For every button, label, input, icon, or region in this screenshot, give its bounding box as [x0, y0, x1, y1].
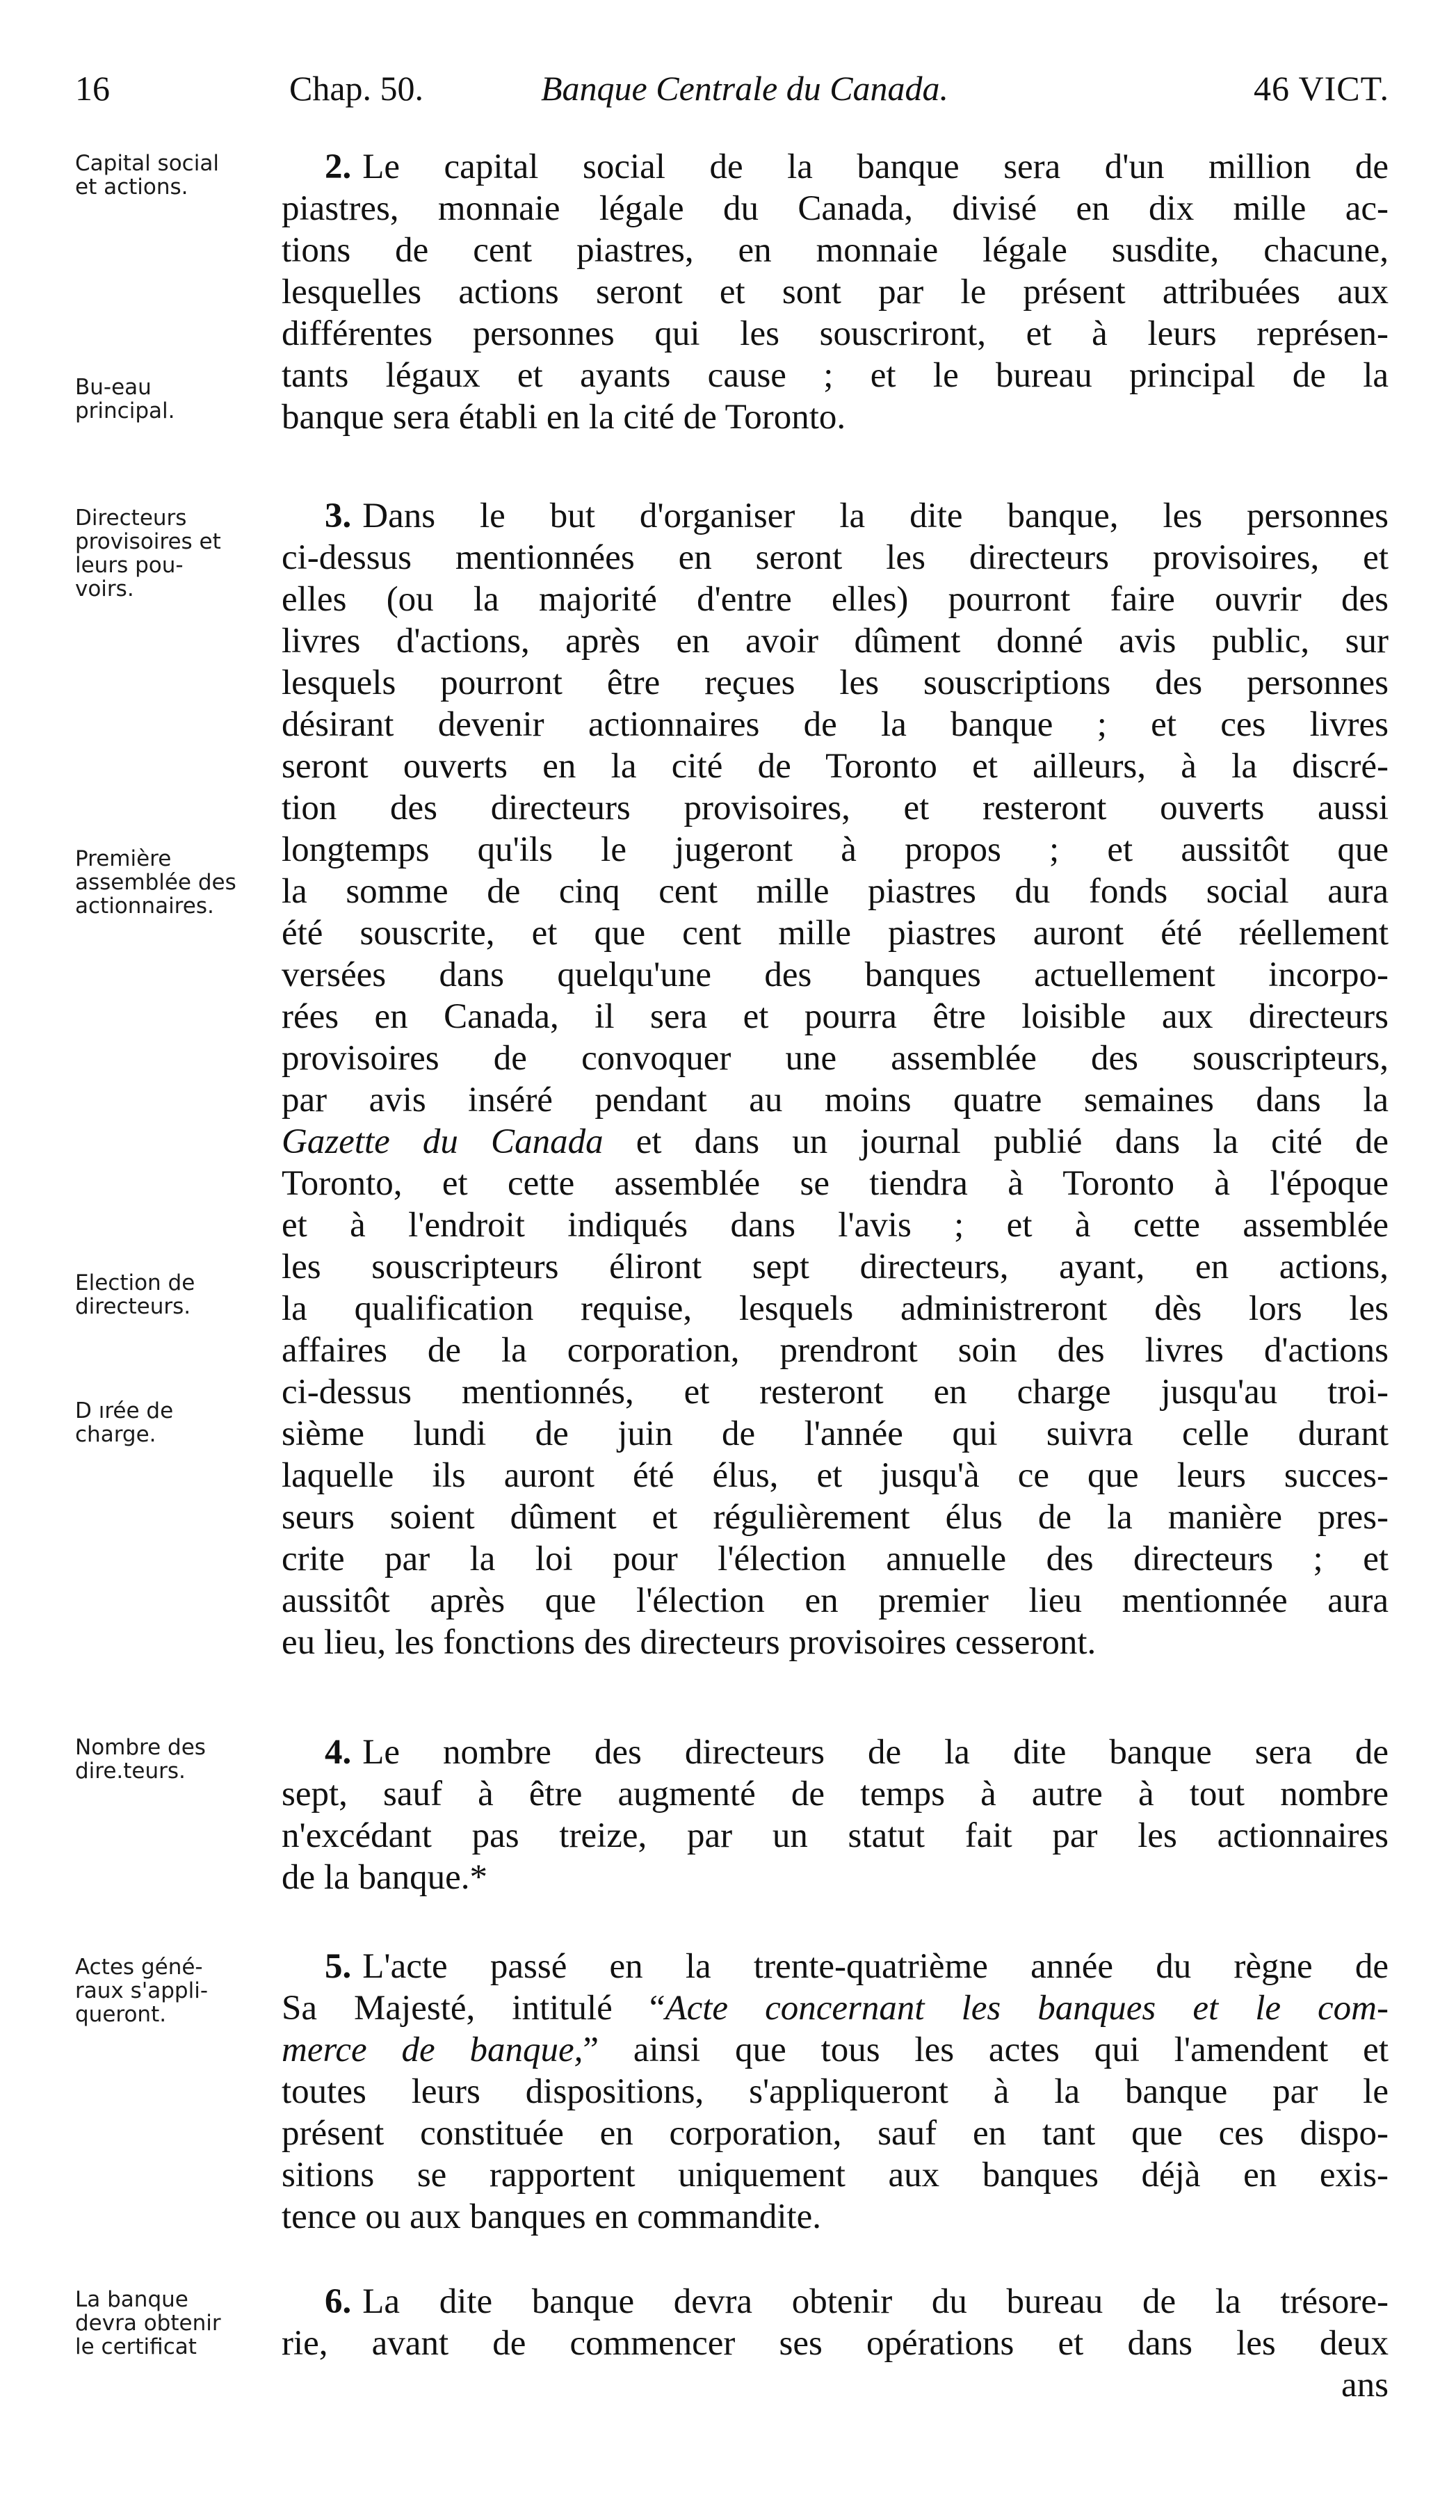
- sidenote-duree-charge: D ırée de charge.: [75, 1398, 174, 1447]
- section-6: 6. La dite banque devra obtenir du bureau de la trésore- rie, avant de commencer ses opérations et dans les deux ans: [282, 2282, 1389, 2405]
- section-5: 5. L'acte passé en la trente-quatrième année du règne de Sa Majesté, intitulé “Acte concernant les banques et le com- merce de banque,” ainsi que tous les actes qui l'amendent et toutes leurs dispositions, s'appliqueront à la banque par le présent constituée en corporation, sauf en tant que ces dispo- sitions se rapportent uniquement aux banques déjà en exis- tence ou aux banques en commandite.: [282, 1947, 1389, 2236]
- section-number: 3.: [325, 496, 352, 535]
- section-number: 6.: [325, 2282, 352, 2321]
- sidenote-directeurs-provisoires: Directeurs provisoires et leurs pou- voirs.: [75, 506, 221, 601]
- section-number: 2.: [325, 147, 352, 186]
- sidenote-capital-social: Capital social et actions.: [75, 151, 219, 200]
- catchword: ans: [1341, 2366, 1389, 2405]
- chapter-label: Chap. 50.: [289, 69, 424, 108]
- section-number: 4.: [325, 1733, 352, 1772]
- sidenote-election-directeurs: Election de directeurs.: [75, 1270, 195, 1319]
- section-number: 5.: [325, 1947, 352, 1986]
- sidenote-certificat: La banque devra obtenir le certificat: [75, 2287, 221, 2359]
- section-3: 3. Dans le but d'organiser la dite banque, les personnes ci-dessus mentionnées en seront les directeurs provisoires, et elles (ou la majorité d'entre elles) pourront faire ouvrir des livres d'actions, après en avoir dûment donné avis public, sur lesquels pourront être reçues les souscriptions des personnes désirant devenir actionnaires de la banque ; et ces livres seront ouverts en la cité de Toronto et ailleurs, à la discré- tion des directeurs provisoires, et resteront ouverts aussi longtemps qu'ils le jugeront à propos ; et aussitôt que la somme de cinq cent mille piastres du fonds social aura été souscrite, et que cent mille piastres auront été réellement versées dans quelqu'une des banques actuellement incorpo- rées en Canada, il sera et pourra être loisible aux directeurs provisoires de convoquer une assemblée des souscripteurs, par avis inséré pendant au moins quatre semaines dans la Gazette du Canada et dans un journal publié dans la cité de Toronto, et cette assemblée se tiendra à Toronto à l'époque et à l'endroit indiqués dans l'avis ; et à cette assemblée les souscripteurs éliront sept directeurs, ayant, en actions, la qualification requise, lesquels administreront dès lors les affaires de la corporation, prendront soin des livres d'actions ci-dessus mentionnés, et resteront en charge jusqu'au troi- sième lundi de juin de l'année qui suivra celle durant laquelle ils auront été élus, et jusqu'à ce que leurs succes- seurs soient dûment et régulièrement élus de la manière pres- crite par la loi pour l'élection annuelle des directeurs ; et aussitôt après que l'élection en premier lieu mentionnée aura eu lieu, les fonctions des directeurs provisoires cesseront.: [282, 496, 1389, 1662]
- sidenote-premiere-assemblee: Première assemblée des actionnaires.: [75, 846, 236, 919]
- sidenote-bureau-principal: Bu-eau principal.: [75, 375, 175, 423]
- sidenote-actes-generaux: Actes géné- raux s'appli- queront.: [75, 1955, 209, 2027]
- running-header: [75, 64, 1389, 113]
- section-2: 2. Le capital social de la banque sera d'un million de piastres, monnaie légale du Canada, divisé en dix mille ac- tions de cent piastres, en monnaie légale susdite, chacune, lesquelles actions seront et sont par le présent attribuées aux différentes personnes qui les souscriront, et à leurs représen- tants légaux et ayants cause ; et le bureau principal de la banque sera établi en la cité de Toronto.: [282, 147, 1389, 437]
- sidenote-nombre-directeurs: Nombre des dire.teurs.: [75, 1735, 206, 1784]
- act-title: Banque Centrale du Canada.: [541, 69, 949, 108]
- page-number: 16: [75, 69, 110, 108]
- reign-year: 46 VICT.: [1253, 69, 1389, 108]
- section-4: 4. Le nombre des directeurs de la dite banque sera de sept, sauf à être augmenté de temps à autre à tout nombre n'excédant pas treize, par un statut fait par les actionnaires de la banque.*: [282, 1733, 1389, 1897]
